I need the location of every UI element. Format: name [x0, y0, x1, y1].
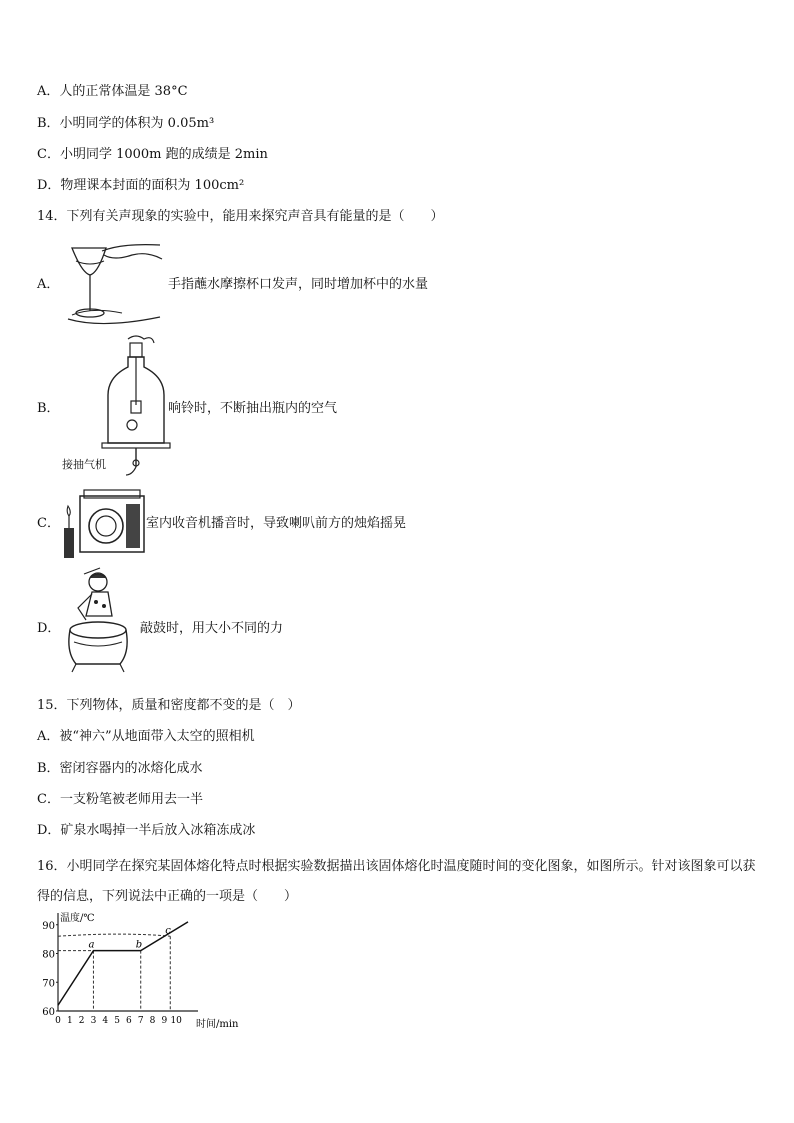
- y-tick-label: 60: [42, 1007, 55, 1018]
- point-label-c: c: [165, 925, 171, 937]
- q15-option-a: A．被“神六”从地面带入太空的照相机: [37, 729, 255, 744]
- y-tick-label: 80: [42, 949, 55, 961]
- melting-curve-svg: [30, 905, 239, 1033]
- q14-option-b-letter: B．: [37, 401, 60, 416]
- q14-option-a-text: 手指蘸水摩擦杯口发声，同时增加杯中的水量: [168, 277, 429, 292]
- wineglass-hand-figure: [62, 243, 168, 327]
- q15-option-c: C．一支粉笔被老师用去一半: [37, 792, 203, 807]
- point-label-a: a: [88, 939, 95, 951]
- x-tick-label: 10: [170, 1016, 182, 1026]
- q13-option-c: C．小明同学 1000m 跑的成绩是 2min: [37, 147, 268, 162]
- x-tick-label: 6: [126, 1016, 132, 1026]
- x-tick-label: 5: [114, 1016, 120, 1026]
- x-axis-label: 时间/min: [196, 1019, 239, 1030]
- x-tick-label: 7: [137, 1016, 144, 1026]
- y-tick-label: 90: [42, 920, 55, 932]
- q14-option-d-letter: D．: [37, 621, 61, 636]
- q15-option-d: D．矿泉水喝掉一半后放入冰箱冻成冰: [37, 823, 256, 838]
- y-axis-label: 温度/℃: [60, 913, 95, 924]
- q14-option-a-letter: A．: [37, 277, 60, 292]
- q13-option-b: B．小明同学的体积为 0.05m³: [37, 116, 215, 131]
- x-tick-label: 9: [161, 1016, 168, 1026]
- x-tick-label: 3: [90, 1016, 97, 1026]
- q13-option-a: A．人的正常体温是 38°C: [37, 84, 188, 99]
- q15-stem: 15．下列物体，质量和密度都不变的是（ ）: [37, 698, 301, 713]
- x-tick-label: 8: [149, 1016, 156, 1026]
- q14-option-d-text: 敲鼓时，用大小不同的力: [140, 621, 284, 636]
- q14-option-b-figure-label: 接抽气机: [62, 458, 106, 471]
- bell-jar-figure: [100, 335, 170, 477]
- series-line: [58, 922, 188, 1005]
- q15-option-b: B．密闭容器内的冰熔化成水: [37, 761, 203, 776]
- radio-candle-figure: [58, 484, 148, 566]
- drummer-figure: [62, 568, 140, 678]
- x-tick-label: 4: [102, 1016, 109, 1026]
- x-tick-label: 2: [78, 1016, 85, 1026]
- q14-stem: 14．下列有关声现象的实验中，能用来探究声音具有能量的是（ ）: [37, 209, 444, 224]
- reference-curve: [58, 934, 170, 936]
- q14-option-c-text: 室内收音机播音时，导致喇叭前方的烛焰摇晃: [146, 516, 407, 531]
- q14-option-b-text: 响铃时，不断抽出瓶内的空气: [168, 401, 338, 416]
- q16-stem: 16．小明同学在探究某固体熔化特点时根据实验数据描出该固体熔化时温度随时间的变化图象，如图所示。针对该图象可以获得的信息，下列说法中正确的一项是（ ）: [37, 859, 756, 904]
- x-tick-label: 0: [55, 1016, 61, 1026]
- q14-option-c-letter: C．: [37, 516, 60, 531]
- y-tick-label: 70: [42, 978, 55, 990]
- point-label-b: b: [135, 939, 143, 951]
- q13-option-d: D．物理课本封面的面积为 100cm²: [37, 178, 245, 193]
- melting-curve-chart: [30, 905, 239, 1033]
- x-tick-label: 1: [66, 1016, 73, 1026]
